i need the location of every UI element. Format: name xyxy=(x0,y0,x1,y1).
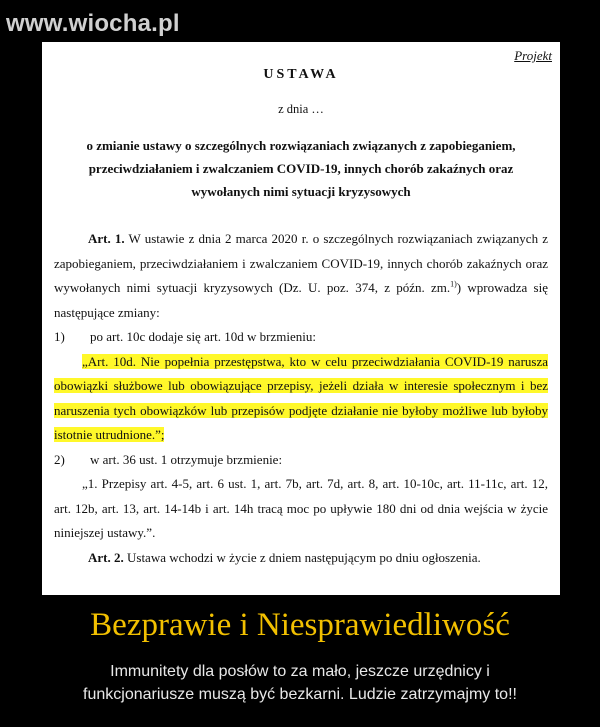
footnote-marker: 1) xyxy=(450,279,457,289)
date-line: z dnia … xyxy=(278,102,324,116)
caption xyxy=(0,660,600,706)
document-title: USTAWA xyxy=(263,67,339,82)
highlighted-quote: „Art. 10d. Nie popełnia przestępstwa, kto w celu przeciwdziałania COVID-19 narusza obowiązki służbowe lub obowiązujące przepisy, jeżeli działa w interesie społecznym i bez naruszenia tych obowiązków lub przepisów podjęte działanie nie byłoby możliwe lub byłoby istotnie utrudnione.”; xyxy=(54,353,548,442)
article-1-text: W ustawie z dnia 2 marca 2020 r. o szczególnych rozwiązaniach związanych z zapobieganiem, przeciwdziałaniem i zwalczaniem COVID-19, innych chorób zakaźnych oraz wywołanych nimi sytuacji kryzysowych (Dz. U. poz. 374, z późn. zm. xyxy=(54,231,548,295)
list-item-1-number: 1) xyxy=(54,329,65,344)
document-scan xyxy=(42,42,560,595)
list-item-1-text: po art. 10c dodaje się art. 10d w brzmieniu: xyxy=(90,329,316,344)
article-2-text: Ustawa wchodzi w życie z dniem następującym po dniu ogłoszenia. xyxy=(123,549,481,565)
quote-art-10d xyxy=(54,350,548,448)
article-2 xyxy=(54,546,548,571)
document-subtitle: o zmianie ustawy o szczególnych rozwiązaniach związanych z zapobieganiem, przeciwdziałaniem i zwalczaniem COVID-19, innych chorób zakaźnych oraz wywołanych nimi sytuacji kryzysowych xyxy=(86,138,516,199)
article-1 xyxy=(54,227,548,325)
projekt-label: Projekt xyxy=(514,48,552,63)
headline: Bezprawie i Niesprawiedliwość xyxy=(90,607,510,643)
list-item-2 xyxy=(54,448,548,473)
caption-line-2: funkcjonariusze muszą być bezkarni. Ludzie zatrzymajmy to!! xyxy=(83,686,517,703)
article-1-label: Art. 1. xyxy=(88,231,125,246)
document-body xyxy=(54,227,548,570)
list-item-1 xyxy=(54,325,548,350)
article-1-text-end: ) wprowadza się następujące zmiany: xyxy=(54,280,548,320)
site-watermark: www.wiocha.pl xyxy=(6,10,180,37)
list-item-2-number: 2) xyxy=(54,451,65,467)
list-item-2-text: w art. 36 ust. 1 otrzymuje brzmienie: xyxy=(90,451,283,467)
caption-line-1: Immunitety dla posłów to za mało, jeszcze urzędnicy i xyxy=(110,663,490,680)
quote-art-36: „1. Przepisy art. 4-5, art. 6 ust. 1, art. 7b, art. 7d, art. 8, art. 10-10c, art. 11-11c, art. 12, art. 12b, art. 13, art. 14-14b i art. 14h tracą moc po upływie 180 dni od dnia wejścia w życie niniejszej ustawy.”. xyxy=(54,476,548,540)
article-2-label: Art. 2. xyxy=(88,549,124,565)
